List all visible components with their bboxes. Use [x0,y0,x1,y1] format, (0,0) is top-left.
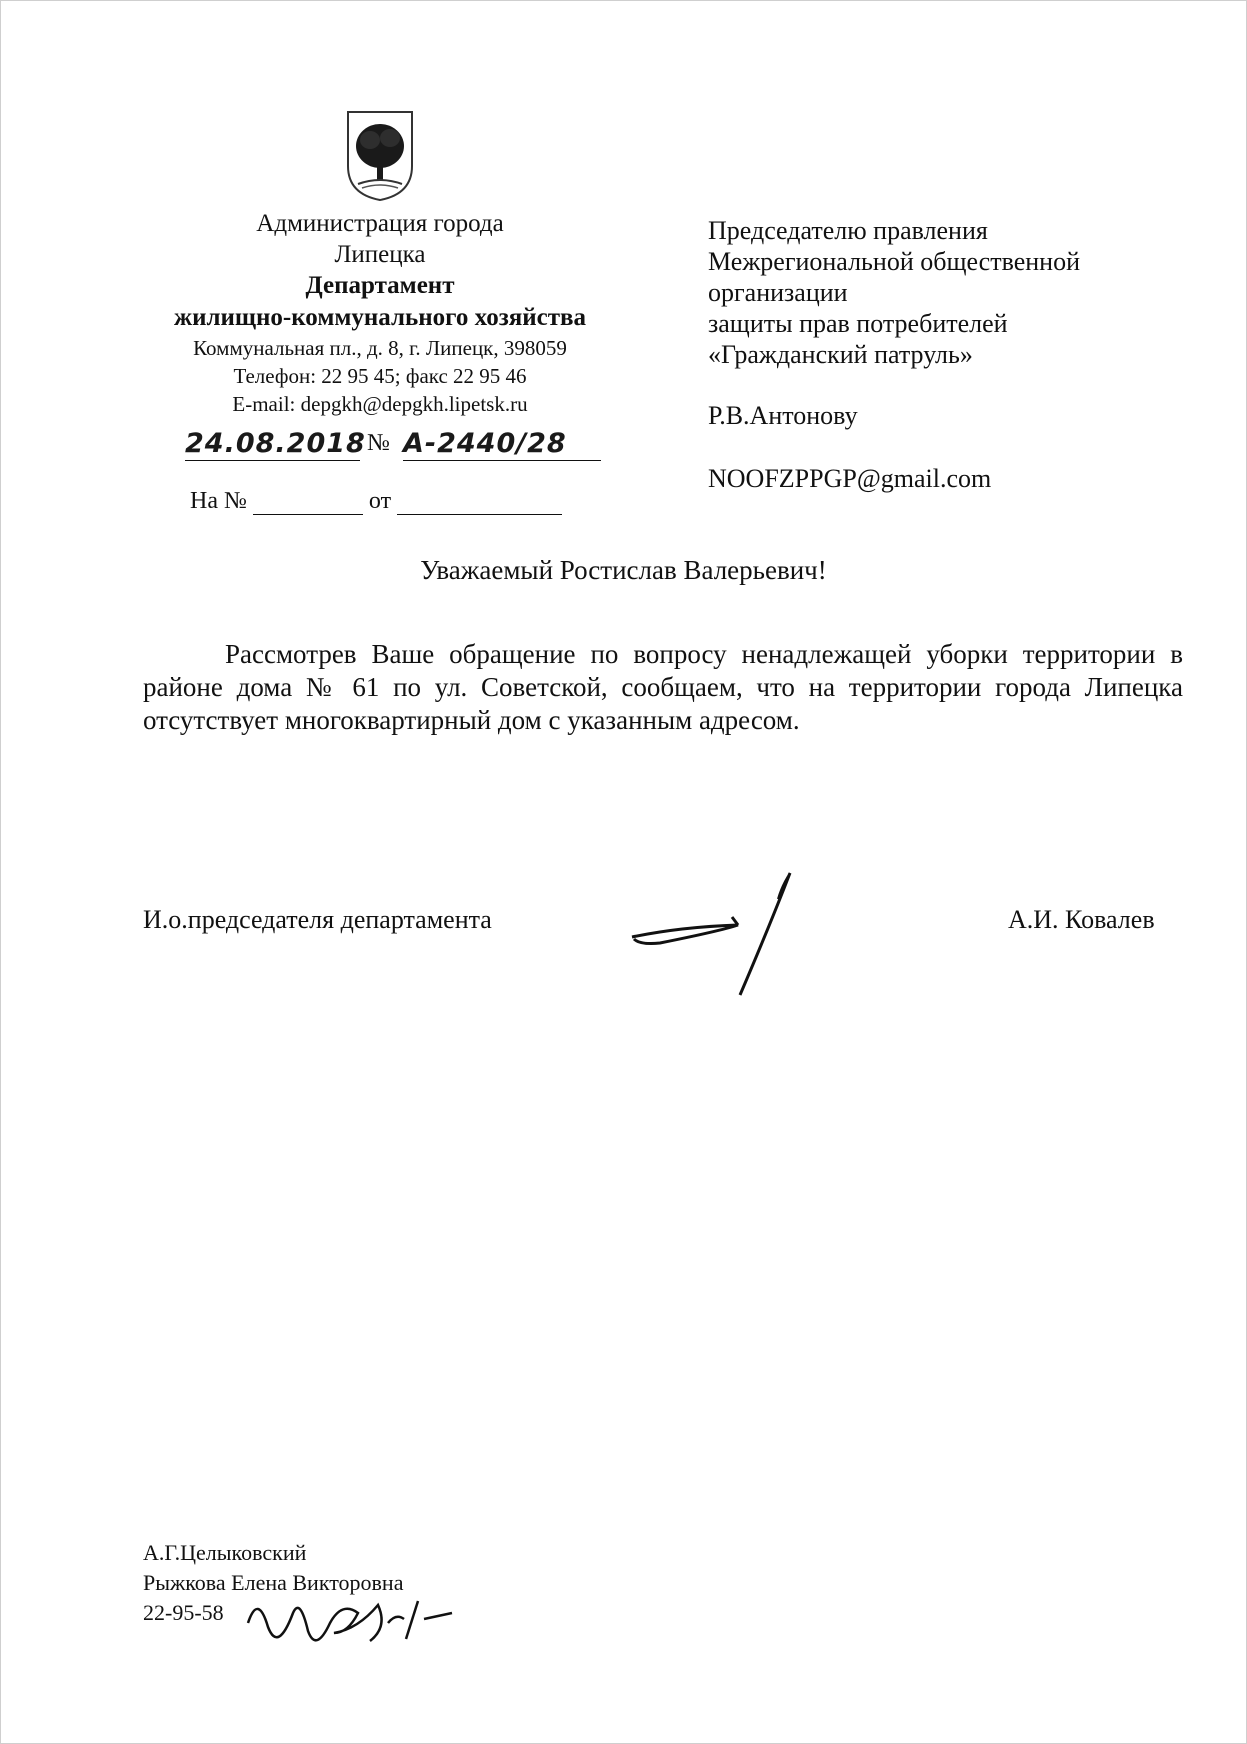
letter-body: Рассмотрев Ваше обращение по вопросу ненадлежащей уборки территории в районе дома № 61 по ул. Советской, сообщаем, что на территории города Липецка отсутствует многоквартирный дом с указанным адресом. [143,639,1183,735]
registration-number-label: № [367,430,390,456]
org-phone: Телефон: 22 95 45; факс 22 95 46 [233,364,527,388]
registration-number: А-2440/28 [403,428,601,461]
addressee-block [708,215,1168,494]
org-email: E-mail: depgkh@depgkh.lipetsk.ru [232,392,528,416]
reference-row [190,488,570,520]
org-name-line2: Липецка [334,241,426,268]
dept-name-line1: Департамент [305,272,455,299]
registration-row [185,428,635,464]
lipetsk-crest-icon [344,110,416,202]
addressee-line2: Межрегиональной общественной [708,247,1080,276]
letterhead [100,110,660,418]
reference-from-label: от [368,488,392,514]
org-address: Коммунальная пл., д. 8, г. Липецк, 398059 [193,336,567,360]
org-name-line1: Администрация города [256,210,504,237]
executor-line1: А.Г.Целыковский [143,1540,307,1565]
letter-greeting: Уважаемый Ростислав Валерьевич! [420,555,827,585]
reference-date-blank [397,490,562,515]
dept-name-line2: жилищно-коммунального хозяйства [173,304,587,331]
signature-icon [620,865,800,1005]
reference-number-blank [253,490,363,515]
addressee-line1: Председателю правления [708,216,988,245]
addressee-line4: защиты прав потребителей [708,309,1008,338]
executor-signature-icon [238,1583,458,1663]
registration-date: 24.08.2018 [185,428,366,459]
addressee-line5: «Гражданский патруль» [708,340,973,369]
signatory-name: А.И. Ковалев [1008,905,1155,934]
addressee-line3: организации [708,278,848,307]
executor-line2: Рыжкова Елена Викторовна [143,1570,404,1595]
addressee-name: Р.В.Антонову [708,401,858,430]
addressee-email: NOOFZPPGP@gmail.com [708,464,992,493]
signatory-title: И.о.председателя департамента [143,905,492,934]
executor-phone: 22-95-58 [143,1600,224,1625]
reference-number-label: На № [190,488,247,514]
